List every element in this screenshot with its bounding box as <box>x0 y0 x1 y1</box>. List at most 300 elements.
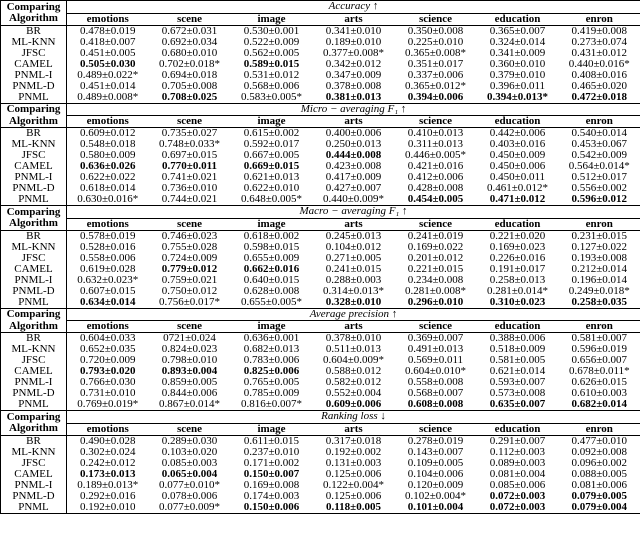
table-cell: 0.756±0.017* <box>149 297 231 309</box>
table-cell: 0.271±0.005 <box>325 252 382 264</box>
table-cell: 0.085±0.003 <box>161 457 218 469</box>
dataset-header-education: education <box>477 13 559 25</box>
table-cell: 0.609±0.012 <box>79 127 136 139</box>
table-cell: 0.451±0.014 <box>79 80 136 92</box>
dataset-header-scene: scene <box>149 13 231 25</box>
table-row <box>1 435 640 447</box>
table-cell: 0.377±0.008* <box>322 47 385 59</box>
table-cell: 0.531±0.012 <box>243 69 300 81</box>
table-cell: 0.446±0.005* <box>404 150 467 161</box>
table-cell: 0.746±0.023 <box>161 230 218 242</box>
table-cell: 0.427±0.007 <box>325 183 382 194</box>
table-cell: 0.189±0.013* <box>77 479 139 491</box>
table-cell: 0.103±0.020 <box>161 446 218 458</box>
table-cell: 0.604±0.009* <box>322 355 385 366</box>
table-cell: 0.636±0.001 <box>243 332 300 344</box>
algorithm-name: JFSC <box>1 253 67 264</box>
table-cell: 0.596±0.019 <box>559 344 640 355</box>
table-cell: 0.478±0.019 <box>79 25 136 37</box>
algorithm-name: ML-KNN <box>1 139 67 150</box>
table-cell: 0.079±0.005 <box>559 491 640 502</box>
table-cell: 0.750±0.012 <box>161 285 218 297</box>
table-row <box>1 286 640 297</box>
table-cell: 0.394±0.013* <box>477 92 559 104</box>
table-cell: 0.421±0.016 <box>407 161 464 172</box>
table-cell: 0.408±0.016 <box>559 70 640 81</box>
results-table-body <box>1 1 640 514</box>
algorithm-name: JFSC <box>1 150 67 161</box>
table-cell: 0.618±0.014 <box>79 183 136 194</box>
table-row <box>1 480 640 491</box>
table-cell: 0.735±0.027 <box>161 127 218 139</box>
table-cell: 0.548±0.018 <box>79 139 136 150</box>
dataset-header-image: image <box>231 218 313 230</box>
table-cell: 0.221±0.015 <box>407 263 464 275</box>
table-cell: 0.296±0.010 <box>395 297 477 309</box>
algorithm-name: PNML <box>1 502 67 514</box>
table-cell: 0.317±0.018 <box>325 435 382 447</box>
table-cell: 0.351±0.017 <box>407 58 464 70</box>
table-cell: 0.656±0.007 <box>559 355 640 366</box>
comparing-label: Comparing <box>1 103 67 116</box>
table-cell: 0.454±0.005 <box>395 194 477 206</box>
algorithm-name: BR <box>1 25 67 37</box>
table-cell: 0.245±0.013 <box>325 230 382 242</box>
table-cell: 0.379±0.010 <box>489 69 546 81</box>
table-cell: 0.310±0.023 <box>477 297 559 309</box>
table-cell: 0.169±0.023 <box>489 241 546 253</box>
table-cell: 0.171±0.002 <box>243 457 300 469</box>
table-cell: 0.302±0.024 <box>79 446 136 458</box>
table-row <box>1 458 640 469</box>
table-cell: 0.552±0.004 <box>325 388 382 399</box>
table-cell: 0.078±0.006 <box>161 490 218 502</box>
table-cell: 0.628±0.008 <box>243 285 300 297</box>
table-row <box>1 161 640 172</box>
algorithm-name: PNML-D <box>1 388 67 399</box>
table-cell: 0.289±0.030 <box>161 435 218 447</box>
table-cell: 0.568±0.006 <box>243 80 300 92</box>
dataset-header-emotions: emotions <box>67 423 149 435</box>
dataset-header-emotions: emotions <box>67 116 149 128</box>
algorithm-name: PNML <box>1 399 67 411</box>
table-cell: 0.085±0.006 <box>489 479 546 491</box>
section-header-metric <box>1 308 640 321</box>
table-cell: 0.193±0.008 <box>559 253 640 264</box>
table-cell: 0.783±0.006 <box>243 355 300 366</box>
table-cell: 0.558±0.008 <box>407 377 464 388</box>
table-cell: 0.518±0.009 <box>489 344 546 355</box>
section-header-metric <box>1 206 640 219</box>
comparing-label: Comparing <box>1 308 67 321</box>
dataset-header-enron: enron <box>559 116 640 128</box>
algorithm-name: PNML <box>1 92 67 104</box>
table-row <box>1 491 640 502</box>
table-cell: 0.662±0.016 <box>243 263 300 275</box>
table-cell: 0.234±0.008 <box>407 274 464 286</box>
table-row <box>1 183 640 194</box>
table-cell: 0.669±0.015 <box>243 161 300 172</box>
table-cell: 0.705±0.008 <box>161 80 218 92</box>
table-cell: 0.596±0.012 <box>559 194 640 206</box>
table-cell: 0.615±0.002 <box>243 127 300 139</box>
table-cell: 0.341±0.009 <box>489 47 546 59</box>
table-row <box>1 253 640 264</box>
table-cell: 0.512±0.017 <box>559 172 640 183</box>
algorithm-name: PNML-D <box>1 286 67 297</box>
table-cell: 0.396±0.011 <box>489 80 546 92</box>
table-cell: 0.418±0.007 <box>79 36 136 48</box>
table-cell: 0.736±0.010 <box>161 183 218 194</box>
table-cell: 0.394±0.006 <box>395 92 477 104</box>
table-cell: 0.556±0.002 <box>559 183 640 194</box>
table-cell: 0.328±0.010 <box>313 297 395 309</box>
table-cell: 0.173±0.013 <box>79 468 136 480</box>
algorithm-name: ML-KNN <box>1 242 67 253</box>
table-cell: 0.785±0.009 <box>243 388 300 399</box>
table-cell: 0.648±0.005* <box>231 194 313 206</box>
table-cell: 0.378±0.008 <box>325 80 382 92</box>
table-cell: 0.682±0.014 <box>559 399 640 411</box>
table-cell: 0.423±0.008 <box>325 161 382 172</box>
table-cell: 0.471±0.012 <box>477 194 559 206</box>
table-cell: 0.365±0.007 <box>489 25 546 37</box>
table-cell: 0.120±0.009 <box>407 479 464 491</box>
table-cell: 0.311±0.013 <box>407 139 464 150</box>
table-row <box>1 377 640 388</box>
table-cell: 0.598±0.015 <box>243 241 300 253</box>
table-cell: 0.104±0.006 <box>407 468 464 480</box>
metric-title: Micro − averaging F₁ ↑ <box>67 103 640 116</box>
table-cell: 0.417±0.009 <box>325 172 382 183</box>
table-cell: 0.611±0.015 <box>243 435 300 447</box>
table-cell: 0.450±0.006 <box>489 161 546 172</box>
section-header-metric <box>1 411 640 424</box>
table-cell: 0.288±0.003 <box>325 274 382 286</box>
table-cell: 0.592±0.017 <box>243 139 300 150</box>
table-cell: 0.400±0.006 <box>325 127 382 139</box>
dataset-header-emotions: emotions <box>67 218 149 230</box>
table-cell: 0.226±0.016 <box>489 252 546 264</box>
table-cell: 0.451±0.005 <box>79 47 136 59</box>
table-cell: 0.241±0.015 <box>325 263 382 275</box>
table-cell: 0.893±0.004 <box>161 366 218 377</box>
table-cell: 0.542±0.009 <box>559 150 640 161</box>
table-cell: 0.360±0.010 <box>489 58 546 70</box>
table-cell: 0.461±0.012* <box>486 183 549 194</box>
table-cell: 0.640±0.015 <box>243 274 300 286</box>
table-cell: 0.381±0.013 <box>313 92 395 104</box>
table-row <box>1 194 640 206</box>
table-cell: 0.174±0.003 <box>243 490 300 502</box>
algorithm-name: PNML-I <box>1 480 67 491</box>
table-row <box>1 264 640 275</box>
table-cell: 0.072±0.003 <box>489 490 546 502</box>
table-cell: 0.191±0.017 <box>489 263 546 275</box>
table-cell: 0.347±0.009 <box>325 69 382 81</box>
table-row <box>1 230 640 242</box>
table-cell: 0.731±0.010 <box>79 388 136 399</box>
algorithm-label: Algorithm <box>1 218 67 230</box>
table-cell: 0.081±0.006 <box>559 480 640 491</box>
dataset-header-science: science <box>395 13 477 25</box>
algorithm-name: PNML-I <box>1 275 67 286</box>
table-cell: 0.741±0.021 <box>161 172 218 183</box>
dataset-header-science: science <box>395 423 477 435</box>
section-header-datasets <box>1 218 640 230</box>
section-header-metric <box>1 1 640 14</box>
dataset-header-arts: arts <box>313 13 395 25</box>
table-cell: 0.192±0.010 <box>67 502 149 514</box>
algorithm-name: CAMEL <box>1 264 67 275</box>
table-row <box>1 37 640 48</box>
table-cell: 0.582±0.012 <box>325 377 382 388</box>
table-cell: 0.440±0.009* <box>313 194 395 206</box>
table-cell: 0.824±0.023 <box>161 344 218 355</box>
algorithm-name: BR <box>1 128 67 140</box>
table-cell: 0.652±0.035 <box>79 344 136 355</box>
table-cell: 0.588±0.012 <box>325 366 382 377</box>
table-cell: 0.630±0.016* <box>67 194 149 206</box>
table-cell: 0.453±0.067 <box>559 139 640 150</box>
table-row <box>1 81 640 92</box>
table-cell: 0.077±0.010* <box>158 479 221 491</box>
table-cell: 0.619±0.028 <box>79 263 136 275</box>
section-header-datasets <box>1 321 640 333</box>
table-row <box>1 172 640 183</box>
table-cell: 0.583±0.005* <box>231 92 313 104</box>
table-cell: 0.511±0.013 <box>325 344 382 355</box>
table-cell: 0.593±0.007 <box>489 377 546 388</box>
table-cell: 0.196±0.014 <box>559 275 640 286</box>
table-cell: 0.569±0.011 <box>407 355 464 366</box>
algorithm-name: JFSC <box>1 48 67 59</box>
algorithm-label: Algorithm <box>1 321 67 333</box>
table-row <box>1 139 640 150</box>
section-header-metric <box>1 103 640 116</box>
table-cell: 0.618±0.002 <box>243 230 300 242</box>
table-cell: 0.258±0.035 <box>559 297 640 309</box>
algorithm-name: JFSC <box>1 355 67 366</box>
table-row <box>1 344 640 355</box>
dataset-header-enron: enron <box>559 218 640 230</box>
table-cell: 0.634±0.014 <box>67 297 149 309</box>
table-cell: 0.626±0.015 <box>559 377 640 388</box>
table-cell: 0.292±0.016 <box>79 490 136 502</box>
table-cell: 0.350±0.008 <box>407 25 464 37</box>
table-row <box>1 297 640 309</box>
algorithm-name: BR <box>1 230 67 242</box>
table-cell: 0.610±0.003 <box>559 388 640 399</box>
table-cell: 0.102±0.004* <box>404 490 467 502</box>
table-cell: 0.589±0.015 <box>243 58 300 70</box>
table-row <box>1 92 640 104</box>
table-cell: 0.250±0.013 <box>325 139 382 150</box>
table-cell: 0.125±0.006 <box>325 468 382 480</box>
table-cell: 0.341±0.010 <box>325 25 382 37</box>
table-cell: 0.765±0.005 <box>243 377 300 388</box>
algorithm-name: PNML-D <box>1 183 67 194</box>
table-cell: 0.530±0.001 <box>243 25 300 37</box>
table-cell: 0.077±0.009* <box>149 502 231 514</box>
algorithm-name: ML-KNN <box>1 37 67 48</box>
table-cell: 0.291±0.007 <box>489 435 546 447</box>
table-cell: 0.622±0.022 <box>79 172 136 183</box>
dataset-header-scene: scene <box>149 116 231 128</box>
dataset-header-education: education <box>477 218 559 230</box>
algorithm-name: PNML-I <box>1 377 67 388</box>
table-cell: 0.088±0.005 <box>559 469 640 480</box>
table-cell: 0.825±0.006 <box>243 366 300 377</box>
table-cell: 0.635±0.007 <box>477 399 559 411</box>
table-cell: 0.221±0.020 <box>489 230 546 242</box>
dataset-header-arts: arts <box>313 116 395 128</box>
table-cell: 0.365±0.012* <box>404 80 467 92</box>
table-cell: 0.540±0.014 <box>559 128 640 140</box>
dataset-header-scene: scene <box>149 423 231 435</box>
table-cell: 0.490±0.028 <box>79 435 136 447</box>
table-cell: 0.410±0.013 <box>407 127 464 139</box>
algorithm-name: PNML-D <box>1 491 67 502</box>
table-cell: 0.678±0.011* <box>559 366 640 377</box>
table-cell: 0.682±0.013 <box>243 344 300 355</box>
table-cell: 0.101±0.004 <box>395 502 477 514</box>
table-row <box>1 59 640 70</box>
comparing-label: Comparing <box>1 1 67 14</box>
table-cell: 0.581±0.005 <box>489 355 546 366</box>
table-cell: 0.440±0.016* <box>559 59 640 70</box>
table-cell: 0.169±0.022 <box>407 241 464 253</box>
table-cell: 0.109±0.005 <box>407 457 464 469</box>
table-cell: 0.096±0.002 <box>559 458 640 469</box>
table-cell: 0.581±0.007 <box>559 333 640 345</box>
table-cell: 0.491±0.013 <box>407 344 464 355</box>
algorithm-name: JFSC <box>1 458 67 469</box>
table-cell: 0.428±0.008 <box>407 183 464 194</box>
table-cell: 0.472±0.018 <box>559 92 640 104</box>
algorithm-name: CAMEL <box>1 59 67 70</box>
table-row <box>1 388 640 399</box>
table-cell: 0.489±0.022* <box>77 69 139 81</box>
section-header-datasets <box>1 116 640 128</box>
table-cell: 0.564±0.014* <box>559 161 640 172</box>
table-cell: 0.403±0.016 <box>489 139 546 150</box>
dataset-header-education: education <box>477 321 559 333</box>
table-cell: 0.324±0.014 <box>489 36 546 48</box>
table-cell: 0.131±0.003 <box>325 457 382 469</box>
table-cell: 0.337±0.006 <box>407 69 464 81</box>
table-row <box>1 128 640 140</box>
table-cell: 0.604±0.010* <box>404 366 467 377</box>
table-cell: 0.621±0.013 <box>243 172 300 183</box>
dataset-header-education: education <box>477 423 559 435</box>
table-cell: 0.465±0.020 <box>559 81 640 92</box>
table-cell: 0.258±0.013 <box>489 274 546 286</box>
table-cell: 0.378±0.010 <box>325 332 382 344</box>
table-cell: 0.450±0.009 <box>489 150 546 161</box>
table-cell: 0.867±0.014* <box>149 399 231 411</box>
dataset-header-enron: enron <box>559 13 640 25</box>
comparing-label: Comparing <box>1 206 67 219</box>
table-cell: 0.655±0.005* <box>231 297 313 309</box>
dataset-header-enron: enron <box>559 423 640 435</box>
algorithm-label: Algorithm <box>1 13 67 25</box>
algorithm-name: PNML <box>1 194 67 206</box>
table-row <box>1 25 640 37</box>
table-cell: 0.770±0.011 <box>162 161 217 172</box>
dataset-header-emotions: emotions <box>67 13 149 25</box>
table-cell: 0.281±0.008* <box>404 285 467 297</box>
table-cell: 0.072±0.003 <box>477 502 559 514</box>
table-cell: 0.779±0.012 <box>161 263 218 275</box>
table-row <box>1 399 640 411</box>
table-cell: 0.125±0.006 <box>325 490 382 502</box>
table-row <box>1 355 640 366</box>
algorithm-name: CAMEL <box>1 161 67 172</box>
table-cell: 0721±0.024 <box>163 332 216 344</box>
table-cell: 0.816±0.007* <box>231 399 313 411</box>
algorithm-name: CAMEL <box>1 469 67 480</box>
table-cell: 0.766±0.030 <box>79 377 136 388</box>
dataset-header-enron: enron <box>559 321 640 333</box>
table-cell: 0.558±0.006 <box>79 252 136 264</box>
table-cell: 0.632±0.023* <box>77 274 139 286</box>
table-cell: 0.249±0.018* <box>559 286 640 297</box>
table-cell: 0.573±0.008 <box>489 388 546 399</box>
algorithm-name: PNML <box>1 297 67 309</box>
table-cell: 0.314±0.013* <box>322 285 385 297</box>
table-cell: 0.793±0.020 <box>79 366 136 377</box>
table-cell: 0.720±0.009 <box>79 355 136 366</box>
table-cell: 0.127±0.022 <box>559 242 640 253</box>
table-cell: 0.237±0.010 <box>243 446 300 458</box>
table-cell: 0.608±0.008 <box>395 399 477 411</box>
table-cell: 0.692±0.034 <box>161 36 218 48</box>
table-row <box>1 333 640 345</box>
table-cell: 0.369±0.007 <box>407 332 464 344</box>
table-cell: 0.580±0.009 <box>79 150 136 161</box>
table-cell: 0.844±0.006 <box>161 388 218 399</box>
table-cell: 0.759±0.021 <box>161 274 218 286</box>
dataset-header-science: science <box>395 321 477 333</box>
dataset-header-image: image <box>231 13 313 25</box>
section-header-datasets <box>1 423 640 435</box>
table-cell: 0.143±0.007 <box>407 446 464 458</box>
algorithm-name: PNML-I <box>1 70 67 81</box>
table-cell: 0.104±0.012 <box>325 241 382 253</box>
table-cell: 0.089±0.003 <box>489 457 546 469</box>
table-cell: 0.609±0.006 <box>313 399 395 411</box>
table-cell: 0.365±0.008* <box>404 47 467 59</box>
table-row <box>1 469 640 480</box>
metric-title: Macro − averaging F₁ ↑ <box>67 206 640 219</box>
table-cell: 0.150±0.006 <box>231 502 313 514</box>
dataset-header-scene: scene <box>149 321 231 333</box>
algorithm-name: BR <box>1 333 67 345</box>
dataset-header-scene: scene <box>149 218 231 230</box>
algorithm-name: PNML-D <box>1 81 67 92</box>
table-cell: 0.450±0.011 <box>489 172 546 183</box>
table-row <box>1 447 640 458</box>
table-cell: 0.122±0.004* <box>322 479 385 491</box>
table-cell: 0.744±0.021 <box>149 194 231 206</box>
dataset-header-arts: arts <box>313 218 395 230</box>
table-cell: 0.755±0.028 <box>161 241 218 253</box>
algorithm-name: PNML-I <box>1 172 67 183</box>
table-row <box>1 502 640 514</box>
table-cell: 0.150±0.007 <box>243 468 300 480</box>
table-cell: 0.278±0.019 <box>407 435 464 447</box>
